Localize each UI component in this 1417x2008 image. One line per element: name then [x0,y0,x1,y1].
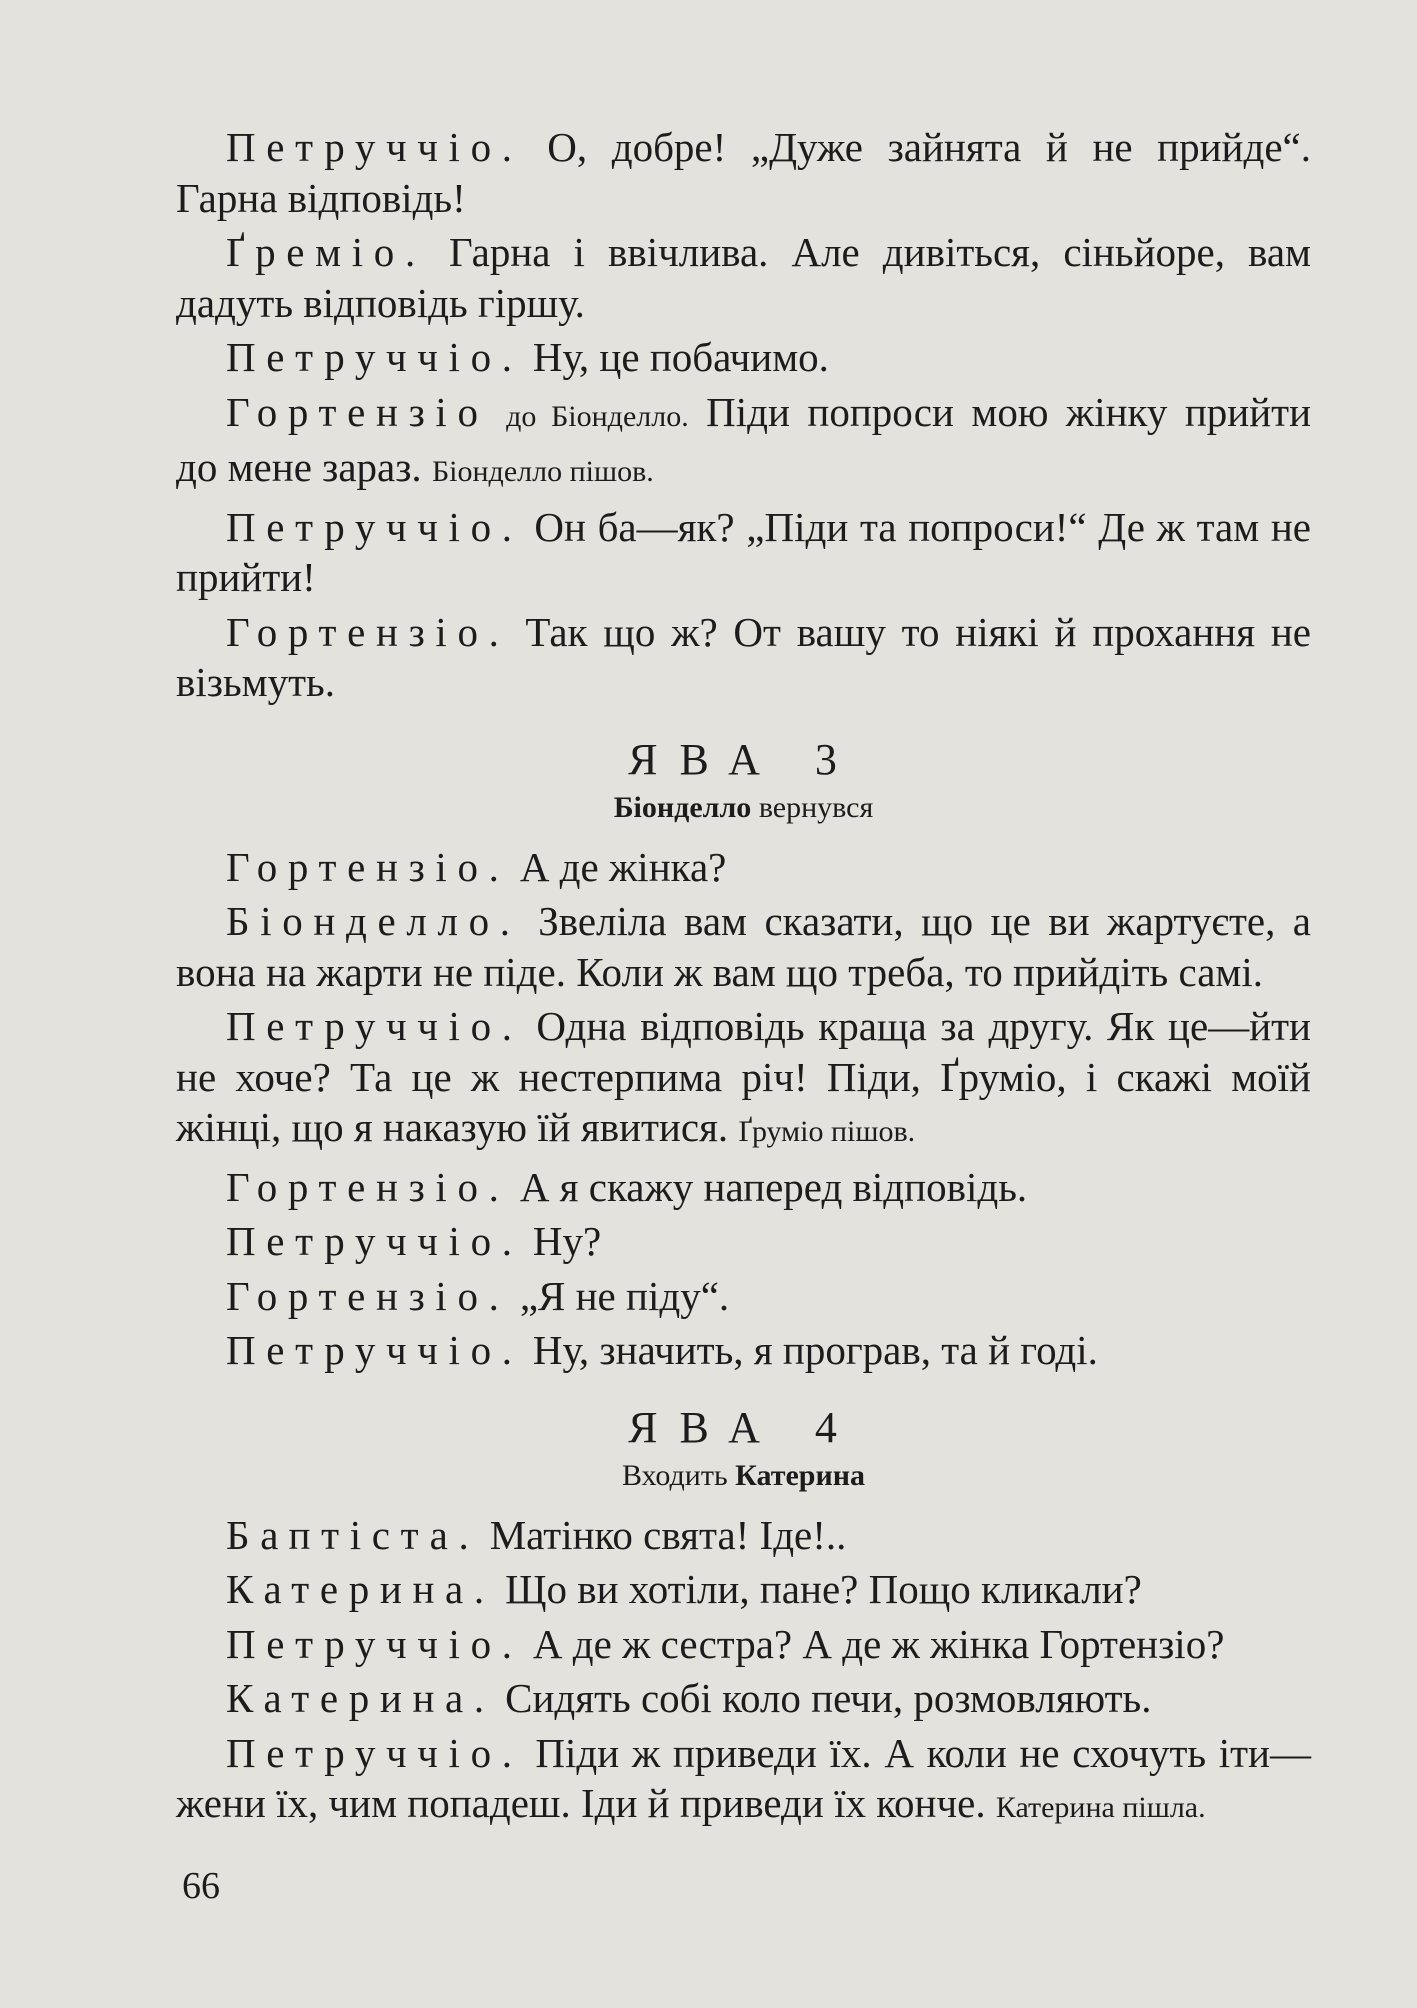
speaker-name: Петруччіо. [226,1327,523,1373]
scene-direction [176,788,1311,828]
line-text: Піди ж приведи їх. А коли не схочуть іти—жени їх, чим попадеш. Іди й приведи їх конче. [176,1729,1312,1826]
dialogue-line [176,502,1311,603]
dialogue-line [176,387,1311,498]
speaker-name: Петруччіо. [226,503,523,550]
character-name: Біонделло [613,790,752,824]
speaker-name: Петруччіо. [226,334,523,380]
dialogue-block-1 [176,122,1311,708]
speaker-name: Біонделло. [226,898,521,944]
speaker-name: Петруччіо. [226,1620,523,1667]
speaker-name: Петруччіо. [226,124,523,170]
dialogue-line [176,896,1311,997]
speaker-name: Петруччіо. [226,1003,523,1049]
direction-text: вернувся [758,790,874,824]
dialogue-line [176,122,1311,223]
dialogue-line [176,332,1311,383]
line-text: „Я не піду“. [519,1272,730,1319]
speaker-name: Катерина. [226,1566,495,1612]
dialogue-line [176,227,1311,328]
dialogue-line [176,1510,1311,1561]
dialogue-line [176,1619,1311,1670]
dialogue-line [176,842,1311,893]
line-text: Піди попроси мою жінку прийти до мене зараз. [176,388,1312,490]
line-text: Он ба—як? „Піди та попроси!“ Де ж там не прийти! [176,503,1311,600]
dialogue-line [176,1325,1311,1376]
line-text: Сидять собі коло печи, розмовляють. [505,1675,1152,1721]
speaker-name: Гортензіо. [226,1272,510,1319]
stage-direction: Ґруміо пішов. [738,1115,916,1148]
speaker-name: Гортензіо [226,388,489,435]
scene-title: ЯВА 4 [628,1402,859,1452]
line-text: Одна відповідь краща за другу. Як це—йти не хоче? Та це ж нестерпима річ! Піди, Ґруміо, і скажі моїй жінці, що я наказую їй явитися. [176,1003,1311,1150]
direction-text: Входить [621,1458,728,1492]
speaker-name: Гортензіо. [226,608,510,655]
dialogue-line [176,1001,1311,1158]
speaker-name: Баптіста. [226,1511,480,1558]
dialogue-line [176,1216,1311,1267]
scene-direction [176,1456,1311,1496]
dialogue-line [176,1728,1311,1834]
line-text: О, добре! „Дуже зайнята й не прийде“. Гарна відповідь! [176,124,1312,221]
speaker-name: Гортензіо. [226,1163,510,1210]
line-text: Так що ж? От вашу то ніякі й прохання не візьмуть. [176,608,1311,705]
line-text: Матінко свята! Іде!.. [489,1511,847,1558]
speaker-name: Ґреміо. [226,229,426,275]
line-text: Ну, це побачимо. [532,334,829,380]
stage-direction: Катерина пішла. [995,1791,1206,1824]
dialogue-block-3 [176,1510,1311,1834]
line-text: Ну? [532,1218,602,1264]
dialogue-line [176,1162,1311,1213]
scene-title: ЯВА 3 [628,734,859,784]
line-text: А я скажу наперед відповідь. [519,1163,1028,1210]
stage-direction: Біонделло пішов. [431,455,654,488]
speaker-name: Петруччіо. [226,1218,523,1264]
speaker-name: Катерина. [226,1675,495,1721]
line-text: Ну, значить, я програв, та й годі. [532,1327,1098,1373]
dialogue-line [176,1271,1311,1322]
line-text: А де жінка? [519,843,727,890]
line-text: А де ж сестра? А де ж жінка Гортензіо? [532,1620,1225,1667]
line-text: Що ви хотіли, пане? Пощо кликали? [505,1566,1142,1612]
page-number: 66 [182,1865,220,1907]
line-text: Звеліла вам сказати, що це ви жартуєте, а вона на жарти не піде. Коли ж вам що треба, то прийдіть самі. [176,898,1312,995]
line-text: Гарна і ввічлива. Але дивіться, сіньйоре, вам дадуть відповідь гіршу. [176,229,1311,326]
dialogue-block-2 [176,842,1311,1376]
dialogue-line [176,607,1311,708]
dialogue-line [176,1673,1311,1724]
dialogue-line [176,1564,1311,1615]
speaker-name: Гортензіо. [226,843,510,890]
character-name: Катерина [735,1458,866,1492]
speaker-name: Петруччіо. [226,1729,523,1776]
stage-direction: до Біонделло. [506,399,689,433]
